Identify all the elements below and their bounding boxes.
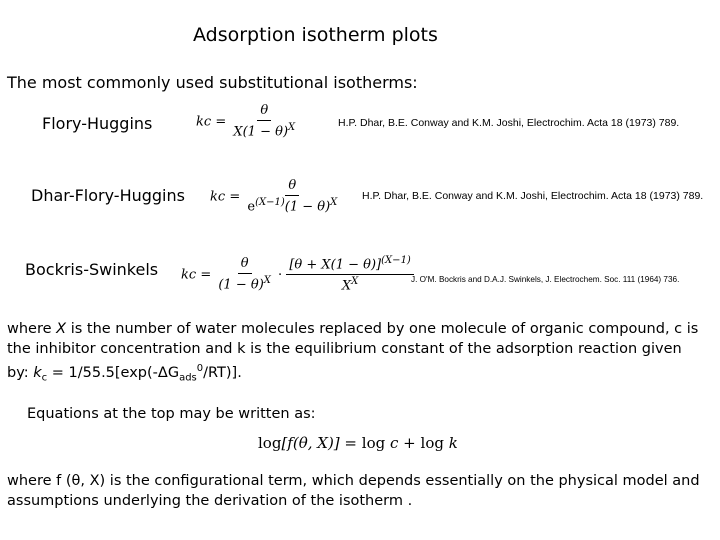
reference-bockris-swinkels: J. O'M. Bockris and D.A.J. Swinkels, J. Electrochem. Soc. 111 (1964) 736. bbox=[411, 275, 680, 284]
explanation-paragraph: where X is the number of water molecules replaced by one molecule of organic compound, c is the inhibitor concentration and k is the equilibrium constant of the adsorption reaction given by: $k_c = 1/55.5[\exp(-\Delta G_{ads}^0/RT)]$. bbox=[7, 321, 699, 384]
isotherm-name-bockris-swinkels: Bockris-Swinkels bbox=[25, 260, 159, 279]
page-title: Adsorption isotherm plots bbox=[193, 24, 438, 46]
log-form-equation: log[f(θ, X)] = log c + log k bbox=[258, 434, 458, 452]
intro-text: The most commonly used substitutional isotherms: bbox=[7, 73, 418, 92]
isotherm-name-flory-huggins: Flory-Huggins bbox=[42, 114, 153, 133]
bockris-swinkels-equation: kc = $\frac{\theta}{(1 - \theta)^X}$ · $\frac{[\theta + X(1 - \theta)]^{(X-1)}}{X^X}$ bbox=[181, 255, 414, 295]
reference-flory-huggins: H.P. Dhar, B.E. Conway and K.M. Joshi, Electrochim. Acta 18 (1973) 789. bbox=[338, 117, 680, 129]
equations-intro-text: Equations at the top may be written as: bbox=[27, 406, 316, 422]
reference-dhar-flory-huggins: H.P. Dhar, B.E. Conway and K.M. Joshi, Electrochim. Acta 18 (1973) 789. bbox=[362, 190, 704, 202]
configurational-term-paragraph: where f (θ, X) is the configurational term, which depends essentially on the physical model and assumptions underlying the derivation of the isotherm . bbox=[7, 473, 700, 509]
isotherm-name-dhar-flory-huggins: Dhar-Flory-Huggins bbox=[31, 186, 185, 205]
dhar-flory-huggins-equation: kc = $\frac{\theta}{e^{(X-1)}(1 - \theta)^X}$ bbox=[210, 178, 338, 215]
flory-huggins-equation: kc = $\frac{\theta}{X(1 - \theta)^X}$ bbox=[196, 103, 296, 140]
